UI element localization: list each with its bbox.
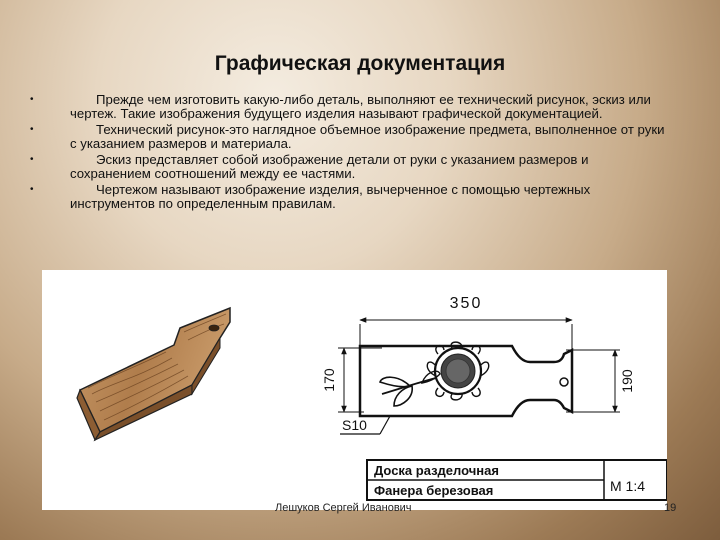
title-block-name: Доска разделочная xyxy=(374,463,499,478)
bullet-item xyxy=(30,93,670,121)
board-3d-sketch xyxy=(77,308,230,440)
bullet-text: Чертежом называют изображение изделия, вычерченное с помощью чертежных инструментов по определенным правилам. xyxy=(70,182,591,211)
bullet-dot: • xyxy=(30,94,34,105)
title-block-scale: М 1:4 xyxy=(610,478,646,494)
bullet-item xyxy=(30,183,670,211)
bullet-text: Эскиз представляет собой изображение детали от руки с указанием размеров и сохранением соотношений между ее частями. xyxy=(70,152,589,181)
slide-title: Графическая документация xyxy=(214,52,506,75)
bullet-dot: • xyxy=(30,124,34,135)
bullet-text: Прежде чем изготовить какую-либо деталь, выполняют ее технический рисунок, эскиз или чертеж. Такие изображения будущего изделия называют графической документацией. xyxy=(70,92,651,121)
thickness-label: S10 xyxy=(342,417,367,433)
bullet-list xyxy=(30,93,670,213)
drawing-labels xyxy=(321,295,645,498)
bullet-dot: • xyxy=(30,154,34,165)
drawing-panel xyxy=(42,270,667,510)
bullet-item xyxy=(30,153,670,181)
title-block-material: Фанера березовая xyxy=(374,483,494,498)
dim-height-right-label: 190 xyxy=(619,369,635,393)
dim-height-left-label: 170 xyxy=(321,368,337,392)
bullet-text: Технический рисунок-это наглядное объемное изображение предмета, выполненное от руки с указанием размеров и материала. xyxy=(70,122,665,151)
author-footer: Лешуков Сергей Иванович xyxy=(275,502,412,514)
bullet-dot: • xyxy=(30,184,34,195)
slide-number: 19 xyxy=(664,502,677,514)
bullet-item xyxy=(30,123,670,151)
drawing-svg xyxy=(42,270,667,510)
dim-length-label: 350 xyxy=(449,295,483,312)
